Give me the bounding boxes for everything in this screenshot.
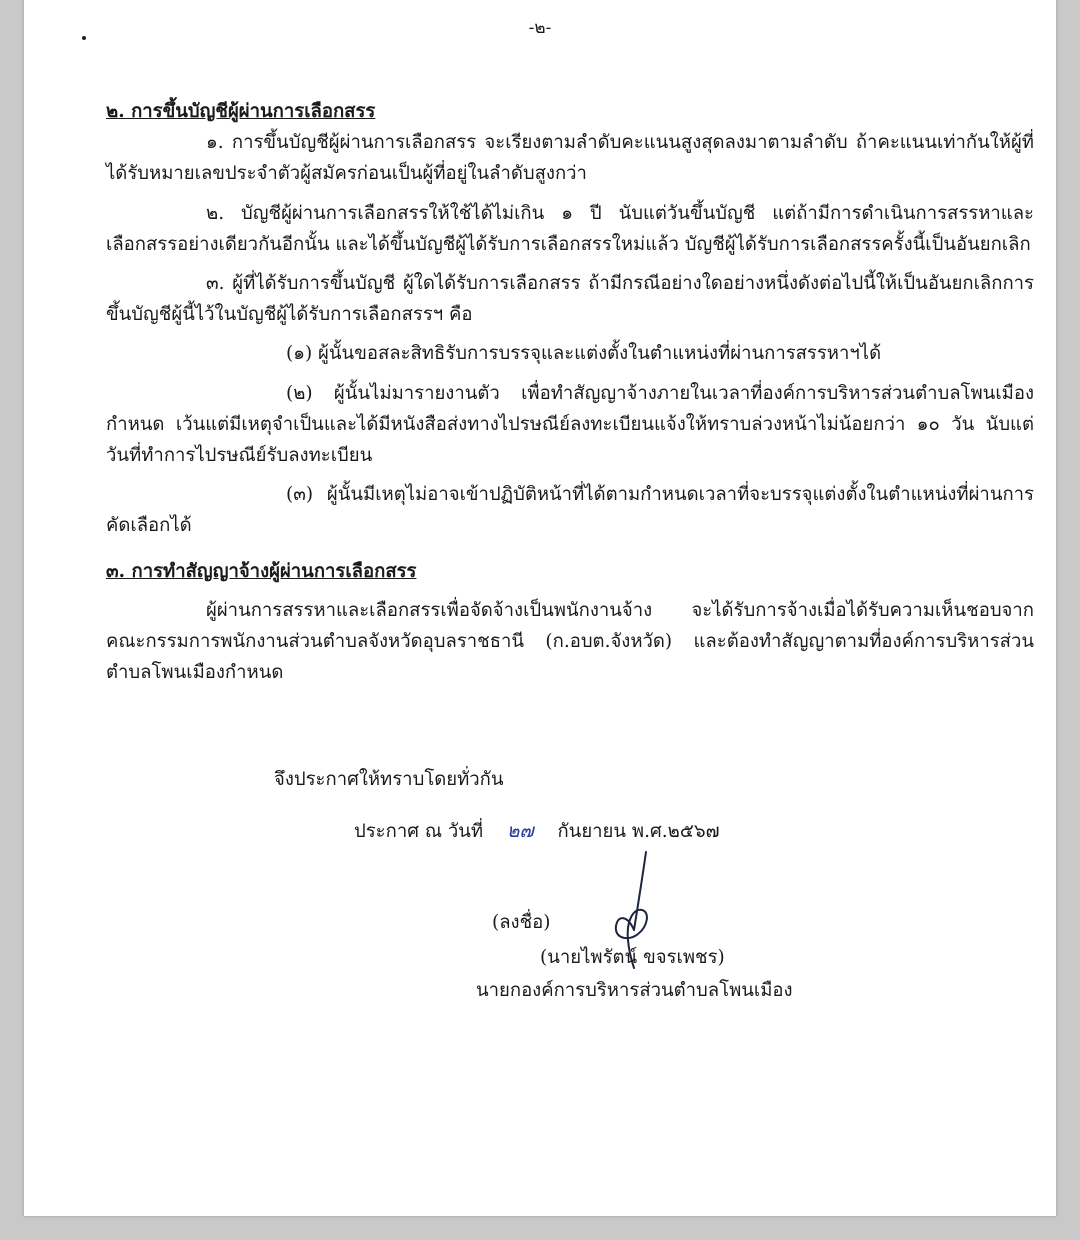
date-prefix: ประกาศ ณ วันที่ xyxy=(354,821,484,842)
announcement-date xyxy=(354,816,719,846)
signer-name: (นายไพรัตน์ ขจรเพชร) xyxy=(540,947,725,968)
document-body xyxy=(106,96,1034,688)
page-number: -๒- xyxy=(528,18,552,38)
date-day-handwritten: ๒๗ xyxy=(506,820,534,842)
signed-label: (ลงชื่อ) xyxy=(492,912,551,933)
section-2-sub-1: (๑) ผู้นั้นขอสละสิทธิรับการบรรจุและแต่งตั้งในตำแหน่งที่ผ่านการสรรหาฯได้ xyxy=(286,343,882,365)
signer-title: นายกองค์การบริหารส่วนตำบลโพนเมือง xyxy=(476,980,793,1001)
section-2-item-1: ๑. การขึ้นบัญชีผู้ผ่านการเลือกสรร จะเรียงตามลำดับคะแนนสูงสุดลงมาตามลำดับ ถ้าคะแนนเท่ากันให้ผู้ที่ได้รับหมายเลขประจำตัวผู้สมัครก่อนเป็นผู้ที่อยู่ในลำดับสูงกว่า xyxy=(106,132,1034,185)
closing-statement: จึงประกาศให้ทราบโดยทั่วกัน xyxy=(274,769,504,790)
section-2-item-2: ๒. บัญชีผู้ผ่านการเลือกสรรให้ใช้ได้ไม่เกิน ๑ ปี นับแต่วันขึ้นบัญชี แต่ถ้ามีการดำเนินการสรรหาและเลือกสรรอย่างเดียวกันอีกนั้น และได้ขึ้นบัญชีผู้ได้รับการเลือกสรรใหม่แล้ว บัญชีผู้ได้รับการเลือกสรรครั้งนี้เป็นอันยกเลิก xyxy=(106,202,1034,255)
date-month-year: กันยายน พ.ศ.๒๕๖๗ xyxy=(557,821,720,842)
document-page xyxy=(24,0,1056,1216)
section-2-heading: ๒. การขึ้นบัญชีผู้ผ่านการเลือกสรร xyxy=(106,101,376,122)
section-3-body: ผู้ผ่านการสรรหาและเลือกสรรเพื่อจัดจ้างเป็นพนักงานจ้าง จะได้รับการจ้างเมื่อได้รับความเห็นชอบจากคณะกรรมการพนักงานส่วนตำบลจังหวัดอุบลราชธานี (ก.อบต.จังหวัด) และต้องทำสัญญาตามที่องค์การบริหารส่วนตำบลโพนเมืองกำหนด xyxy=(106,599,1034,684)
section-2-sub-2: (๒) ผู้นั้นไม่มารายงานตัว เพื่อทำสัญญาจ้างภายในเวลาที่องค์การบริหารส่วนตำบลโพนเมืองกำหนด เว้นแต่มีเหตุจำเป็นและได้มีหนังสือส่งทางไปรษณีย์ลงทะเบียนแจ้งให้ทราบล่วงหน้าไม่น้อยกว่า ๑๐ วัน นับแต่วันที่ทำการไปรษณีย์รับลงทะเบียน xyxy=(106,382,1034,467)
section-2-sub-3: (๓) ผู้นั้นมีเหตุไม่อาจเข้าปฏิบัติหน้าที่ได้ตามกำหนดเวลาที่จะบรรจุแต่งตั้งในตำแหน่งที่ผ่านการคัดเลือกได้ xyxy=(106,484,1034,537)
section-2-item-3: ๓. ผู้ที่ได้รับการขึ้นบัญชี ผู้ใดได้รับการเลือกสรร ถ้ามีกรณีอย่างใดอย่างหนึ่งดังต่อไปนี้ให้เป็นอันยกเลิกการขึ้นบัญชีผู้นี้ไว้ในบัญชีผู้ได้รับการเลือกสรรฯ คือ xyxy=(106,273,1034,326)
section-3-heading: ๓. การทำสัญญาจ้างผู้ผ่านการเลือกสรร xyxy=(106,560,417,582)
